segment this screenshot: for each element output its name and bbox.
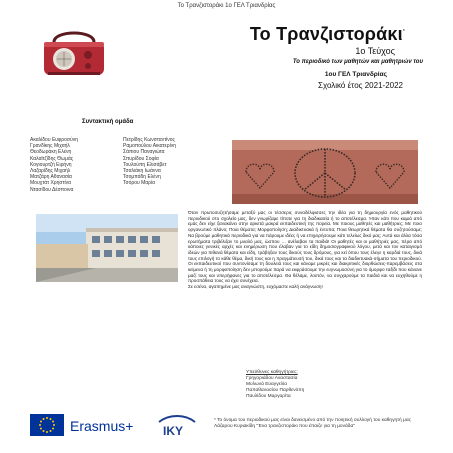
eu-star-icon (43, 418, 45, 420)
board-member: Ακαλίδου Ευφροσύνη (30, 137, 79, 143)
editorial-paragraph: Όταν πρωτοσυζητήσαμε μεταξύ μας οι τέσσερις συναδέλφισσες την ιδέα για τη δημιουργία ενός μαθητικού περιοδικού στο σχολείο μας, δεν γνωρίζαμε τίποτε για τη διαδικασία ή το αποτέλεσμα. Ήταν κάτι που καμιά από εμάς δεν είχε ξανακάνει στην αρκετά μακρά εκπαιδευτική της πορεία. Με ποιους μαθητές και μαθήτριες; Με ποιο οργανωτικό πλάνο; Ποια θέματα; Μορφοποίηση; Διαδικτυακά ή έντυπα; Ποια θεωρητικά θέματα θα συζητούσαμε; Να βρούμε μαθητικά περιοδικά για να πάρουμε ιδέες ή να επιχειρήσουμε κάτι τελείως δικό μας; Αυτά και άλλα τόσα ερωτήματα τριβέλιζαν το μυαλό μας, ώσπου … ανέλαβαν τα παιδιά! Οι μαθητές και οι μαθήτριές μας, πέρα από κάποιες γενικές αρχές και ενημέρωση που έλαβαν για το είδη δημοσιογραφικού λόγου, μετά και τον καταιγισμό ιδεών για πιθανά θέματα και είδη, τράβηξαν τους δικούς τους δρόμους, για κεί όπου τους έλεγε η καρδιά τους, δικά τους επιλογή το κάθε θέμα, δική τους και η πραγμάτευσή του, δικά τους και τα διαδικτυακά-σήματα του περιοδικού. Οι εκπαιδευτικοί που συντονίσαμε τη δουλειά τους και κάναμε μικρές και διακριτικές διορθώσεις-παρεμβάσεις στα κείμενα ή τη μορφοποίηση δεν μπορούμε παρά να εκφράσουμε την ευγνωμοσύνη για το όμορφο ταξίδι που κάνανε μαζί τους και υπερήφανες για το αποτέλεσμα. Θα θέλαμε, λοιπόν, να συγχαρούμε τα παιδιά και να ευχηθούμε η προσπάθεια τους να έχει συνέχεια. (188, 210, 422, 284)
eu-star-icon (43, 430, 45, 432)
school-year: Σχολικό έτος 2021-2022 (318, 81, 403, 90)
teacher-name: Μυλωνά Ευαγγελία (246, 382, 287, 388)
eu-star-icon (52, 421, 54, 423)
board-member: Καλαϊτζίδης Θωμάς (30, 155, 74, 162)
peace-sign-photo (232, 140, 418, 204)
teacher-name: Γρηγοριάδου Αναστασία (246, 376, 298, 382)
erasmus-plus-logo (30, 412, 154, 438)
board-member: Τσομπάδη Ελένη (123, 174, 161, 181)
iky-wordmark: IKY (163, 424, 184, 438)
erasmus-wordmark: Erasmus+ (70, 418, 134, 434)
editorial-board-right-column (123, 137, 176, 187)
title-footnote-mark: * (402, 29, 405, 35)
eu-star-icon (50, 430, 52, 432)
board-member: Τσόρου Μαρία (123, 180, 156, 187)
board-member: Σάπιου Παναγιώτα (123, 149, 165, 156)
eu-star-icon (40, 421, 42, 423)
editorial-text (188, 210, 422, 290)
board-member: Ντασίδου Δέσποινα (30, 186, 74, 193)
board-member: Ματζάρη Αθανασία (30, 174, 72, 181)
eu-star-icon (50, 418, 52, 420)
board-member: Τουλούπη Ελισάβετ (123, 161, 167, 168)
editorial-board-left-column (30, 137, 78, 193)
board-member: Κογιουρτζή Ειρήνη (30, 161, 72, 168)
eu-star-icon (46, 431, 48, 433)
eu-star-icon (39, 424, 41, 426)
subtitle: Το περιοδικό των μαθητών και μαθητριών του (292, 59, 423, 65)
school-building-photo (36, 214, 178, 282)
board-member: Γρανδίκης Μιχαήλ (30, 143, 70, 150)
iky-logo (155, 412, 199, 438)
issue-number: 1ο Τεύχος (355, 46, 395, 56)
editorial-board-heading: Συντακτική ομάδα (82, 119, 134, 125)
responsible-teachers (246, 370, 304, 400)
board-member: Μουχτάτ Χρηστίνα (30, 180, 71, 187)
running-head: Το Τρανζιστοράκι 1ο ΓΕΛ Τριανδρίας (177, 3, 276, 9)
school-name: 1ου ΓΕΛ Τριανδρίας (324, 71, 387, 78)
eu-star-icon (53, 424, 55, 426)
board-member: Ραμοπούλου Αικατερίνη (123, 143, 176, 150)
editorial-closing: Σε εσένα, αγαπημένε μας αναγνώστη, ευχόμαστε καλή ανάγνωση! (188, 284, 323, 290)
board-member: Θεοδωράκη Ελένη (30, 149, 72, 156)
transistor-radio-photo (40, 22, 108, 78)
magazine-title (250, 24, 405, 45)
board-member: Σπυρίδου Σοφία (123, 155, 159, 162)
board-member: Τσαλιάκη Ιωάννα (123, 168, 161, 175)
eu-star-icon (52, 428, 54, 430)
eu-star-icon (46, 417, 48, 419)
title-footnote: * Το όνομα του περιοδικού μας είναι δανεισμένο από την ποιητική συλλογή του καθηγητή μας Λάζαρου Κυριακίδη "Ένα τρανζιστοράκι που έπαιζε για τη μονάδα" (214, 418, 411, 429)
teacher-name: Παυλίδου Μαργαρίτα (246, 394, 291, 400)
board-member: Πετρίδης Κωνσταντίνος (123, 137, 175, 143)
board-member: Λαζαρίδης Μιχαήλ (30, 168, 71, 175)
title-text: Το Τρανζιστοράκι (249, 24, 403, 44)
eu-star-icon (40, 428, 42, 430)
teacher-name: Παπαθανασίου Παρθενόπη (246, 388, 305, 394)
teachers-heading: Υπεύθυνες καθηγήτριες: (246, 370, 298, 375)
